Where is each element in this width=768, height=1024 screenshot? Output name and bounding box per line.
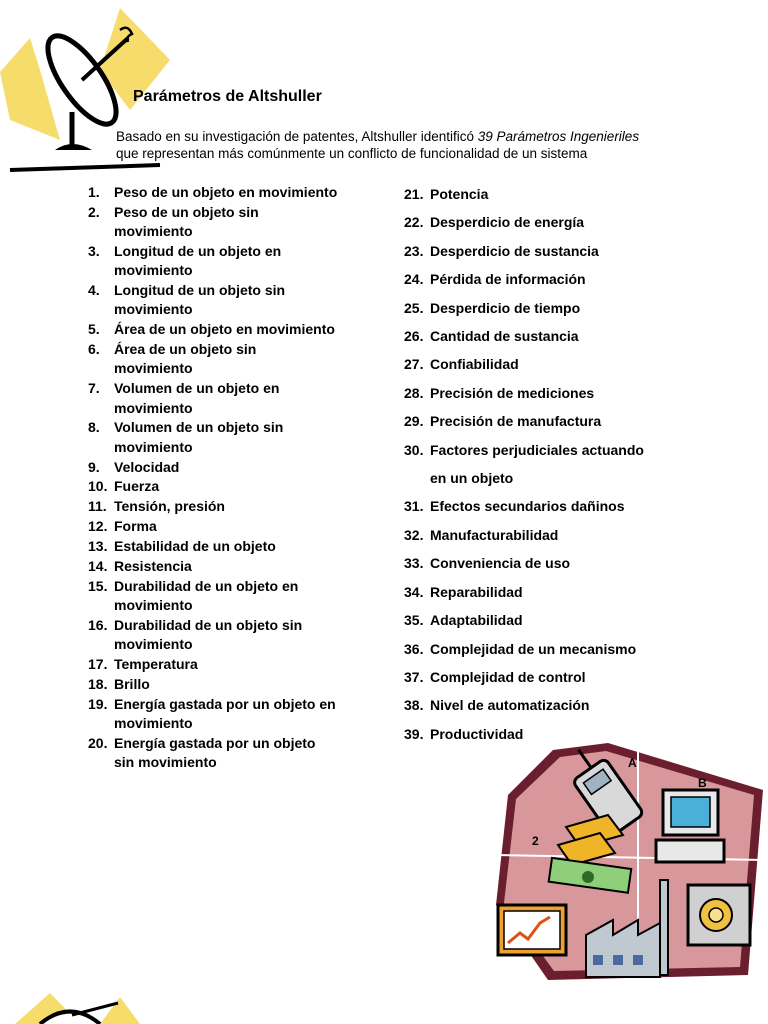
parameter-item: [88, 537, 338, 556]
parameter-item: [88, 477, 338, 496]
parameter-number: 26.: [404, 328, 424, 345]
parameter-number: 39.: [404, 725, 424, 742]
parameter-number: 5.: [88, 321, 100, 338]
parameter-label: Área de un objeto sin movimiento: [114, 341, 257, 377]
parameter-label: Desperdicio de sustancia: [430, 242, 599, 259]
parameter-item: [404, 265, 664, 293]
parameter-label: Conveniencia de uso: [430, 555, 571, 572]
computer-icon: [656, 790, 724, 862]
parameter-number: 18.: [88, 675, 108, 692]
parameter-item: [404, 379, 664, 407]
parameter-label: Brillo: [114, 675, 150, 692]
parameter-label: Pérdida de información: [430, 271, 586, 288]
parameter-label: Precisión de manufactura: [430, 413, 602, 430]
parameter-number: 21.: [404, 186, 424, 202]
parameter-label: Longitud de un objeto en movimiento: [114, 242, 282, 279]
parameter-label: Peso de un objeto en movimiento: [114, 184, 338, 200]
parameter-item: [88, 675, 338, 694]
collage-letter-a: A: [628, 756, 637, 770]
intro-text: Basado en su investigación de patentes, Altshuller identificó: [116, 129, 478, 144]
safe-icon: [688, 885, 750, 945]
parameter-number: 30.: [404, 441, 424, 458]
parameter-label: Confiabilidad: [430, 356, 519, 373]
parameter-number: 7.: [88, 380, 100, 397]
parameter-item: [88, 458, 338, 477]
parameter-item: [404, 180, 664, 208]
parameter-number: 31.: [404, 498, 424, 515]
parameter-item: [88, 281, 338, 320]
parameter-label: Fuerza: [114, 478, 160, 495]
parameter-item: [404, 549, 664, 577]
page-title: Parámetros de Altshuller: [133, 88, 322, 105]
parameter-number: 28.: [404, 384, 424, 401]
parameter-item: [404, 578, 664, 606]
collage-letter-2: 2: [532, 834, 539, 848]
parameter-number: 34.: [404, 583, 424, 600]
parameter-label: Peso de un objeto sin movimiento: [114, 203, 259, 240]
parameter-number: 10.: [88, 478, 108, 495]
intro-paragraph: [116, 128, 716, 162]
parameter-number: 25.: [404, 299, 424, 316]
parameter-label: Energía gastada por un objeto sin movimiento: [114, 734, 316, 770]
parameter-item: [404, 492, 664, 520]
parameter-number: 33.: [404, 555, 424, 572]
parameter-number: 9.: [88, 458, 100, 475]
parameter-number: 35.: [404, 612, 424, 629]
parameter-item: [88, 320, 338, 339]
parameter-item: [88, 655, 338, 674]
parameter-label: Adaptabilidad: [430, 612, 523, 629]
parameter-item: [88, 557, 338, 576]
parameter-item: [404, 521, 664, 549]
parameter-item: [404, 606, 664, 634]
parameter-label: Temperatura: [114, 655, 198, 672]
parameter-number: 22.: [404, 214, 424, 231]
parameter-number: 15.: [88, 577, 108, 594]
parameter-list-right: [404, 180, 664, 748]
parameter-label: Durabilidad de un objeto sin movimiento: [114, 616, 303, 653]
parameter-number: 12.: [88, 518, 108, 535]
parameter-item: [88, 734, 338, 773]
parameter-item: [88, 242, 338, 281]
parameter-label: Complejidad de control: [430, 668, 586, 685]
parameter-label: Cantidad de sustancia: [430, 328, 579, 345]
parameter-item: [404, 663, 664, 691]
parameter-label: Desperdicio de energía: [430, 214, 585, 231]
parameter-number: 32.: [404, 526, 424, 543]
parameter-number: 20.: [88, 734, 108, 751]
parameter-number: 29.: [404, 413, 424, 430]
parameter-number: 27.: [404, 356, 424, 373]
parameter-label: Velocidad: [114, 458, 180, 475]
parameter-number: 38.: [404, 697, 424, 714]
parameter-label: Estabilidad de un objeto: [114, 537, 276, 554]
parameter-number: 37.: [404, 668, 424, 685]
parameter-number: 4.: [88, 282, 100, 299]
parameter-label: Tensión, presión: [114, 498, 225, 515]
parameter-label: Área de un objeto en movimiento: [114, 321, 335, 338]
parameter-item: [404, 237, 664, 265]
business-collage-icon: [488, 735, 768, 985]
parameter-item: [88, 379, 338, 418]
parameter-label: Resistencia: [114, 557, 192, 574]
parameter-item: [404, 407, 664, 435]
parameter-item: [404, 635, 664, 663]
parameter-label: Durabilidad de un objeto en movimiento: [114, 577, 299, 613]
parameter-number: 8.: [88, 419, 100, 436]
parameter-item: [88, 497, 338, 516]
parameter-number: 17.: [88, 655, 108, 672]
parameter-number: 16.: [88, 616, 108, 633]
parameter-item: [88, 340, 338, 379]
parameter-label: Volumen de un objeto sin movimiento: [114, 419, 284, 455]
parameter-item: [88, 203, 338, 242]
satellite-dish-icon: [0, 985, 150, 1024]
parameter-item: [404, 436, 664, 493]
parameter-label: Factores perjudiciales actuando en un objeto: [430, 441, 644, 487]
parameter-item: [88, 418, 338, 457]
parameter-item: [404, 294, 664, 322]
parameter-number: 3.: [88, 242, 100, 259]
intro-emphasis: 39 Parámetros Ingenieriles: [477, 129, 640, 144]
parameter-number: 14.: [88, 557, 108, 574]
parameter-label: Reparabilidad: [430, 583, 523, 600]
collage-letter-b: B: [698, 776, 707, 790]
parameter-number: 23.: [404, 242, 424, 259]
parameter-number: 24.: [404, 271, 424, 288]
parameter-item: [404, 322, 664, 350]
parameter-number: 13.: [88, 537, 108, 554]
parameter-label: Productividad: [430, 725, 524, 742]
parameter-item: [88, 616, 338, 655]
parameter-number: 11.: [88, 498, 107, 515]
intro-text-line2: que representan más comúnmente un conflicto de funcionalidad de un sistema: [116, 146, 588, 161]
parameter-item: [404, 208, 664, 236]
parameter-label: Potencia: [430, 186, 489, 202]
parameter-list-left: [88, 183, 338, 773]
parameter-label: Precisión de mediciones: [430, 384, 595, 401]
parameter-number: 6.: [88, 341, 100, 358]
parameter-item: [404, 350, 664, 378]
parameter-number: 36.: [404, 640, 424, 657]
parameter-label: Manufacturabilidad: [430, 526, 559, 543]
parameter-item: [88, 577, 338, 616]
chart-icon: [498, 905, 566, 955]
parameter-number: 19.: [88, 695, 108, 712]
parameter-label: Desperdicio de tiempo: [430, 299, 581, 316]
parameter-number: 1.: [88, 184, 100, 200]
parameter-label: Longitud de un objeto sin movimiento: [114, 282, 286, 318]
parameter-label: Energía gastada por un objeto en movimiento: [114, 695, 336, 731]
parameter-item: [404, 691, 664, 719]
parameter-label: Volumen de un objeto en movimiento: [114, 380, 280, 416]
parameter-label: Complejidad de un mecanismo: [430, 640, 637, 657]
parameter-item: [88, 695, 338, 734]
parameter-label: Efectos secundarios dañinos: [430, 498, 625, 515]
parameter-number: 2.: [88, 203, 100, 220]
parameter-label: Nivel de automatización: [430, 697, 590, 714]
parameter-item: [88, 183, 338, 202]
parameter-item: [88, 517, 338, 536]
parameter-label: Forma: [114, 518, 157, 535]
